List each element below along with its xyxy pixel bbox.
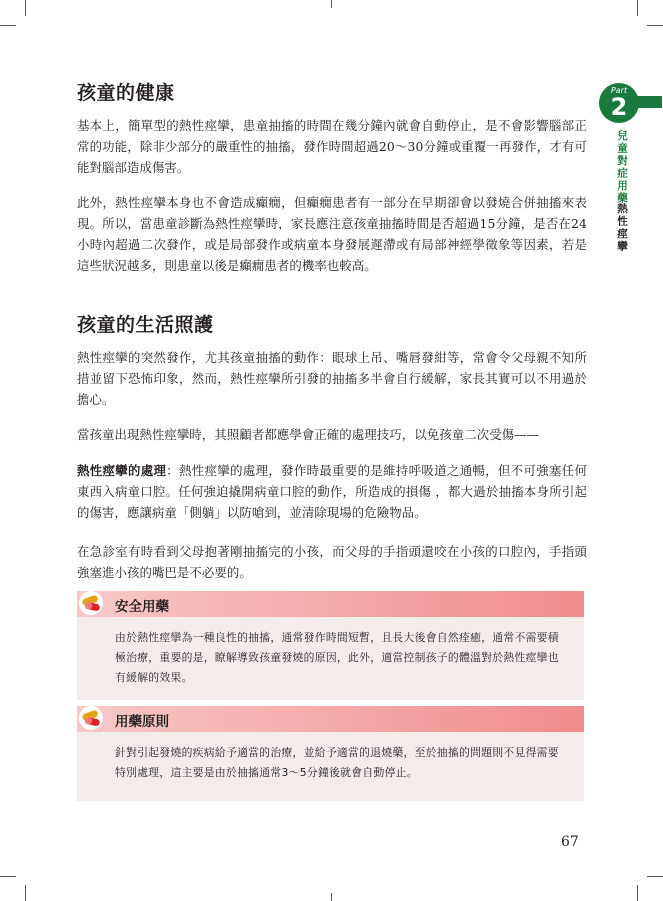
pill-icon [78,589,104,617]
paragraph [77,460,587,523]
info-box-body [77,729,584,801]
part-tab [599,83,663,123]
section-heading-care: 孩童的生活照護 [77,314,214,336]
crop-mark [25,0,26,16]
crop-mark [647,876,663,877]
crop-mark [0,876,16,877]
topic-vertical-label: 熱性痙攣 [616,203,628,253]
info-box-body [77,614,584,700]
pill-icon [78,704,104,732]
crop-mark [0,25,16,26]
info-box-header [77,591,584,617]
paragraph: 在急診室有時看到父母抱著剛抽搐完的小孩，而父母的手指頭還咬在小孩的口腔內，手指頭強塞進小孩的嘴巴是不必要的。 [77,544,587,580]
crop-mark [637,0,638,16]
paragraph-text: ：熱性痙攣的處理，發作時最重要的是維持呼吸道之通暢，但不可強塞任何東西入病童口腔。任何強迫撬開病童口腔的動作，所造成的損傷 ，都大過於抽搐本身所引起的傷害，應讓病童「側躺」以防嗆到，並清除現場的危險物品。 [77,463,587,520]
info-box-header [77,706,584,732]
section-heading-health: 孩童的健康 [77,82,175,104]
info-box-text: 針對引起發燒的疾病給予適當的治療，並給予適當的退燒藥，至於抽搐的問題則不見得需要特別處理，這主要是由於抽搐通常3～5分鐘後就會自動停止。 [115,746,559,779]
chapter-vertical-label: 兒童對症用藥 [616,130,628,205]
paragraph: 當孩童出現熱性痙攣時，其照顧者都應學會正確的處理技巧，以免孩童二次受傷—— [77,427,540,442]
part-circle [599,83,639,123]
part-label: Part [610,86,628,95]
bold-lead: 熱性痙攣的處理 [77,463,167,478]
paragraph: 熱性痙攣的突然發作，尤其孩童抽搐的動作：眼球上吊、嘴唇發紺等，常會令父母親不知所措並留下恐怖印象，然而，熱性痙攣所引發的抽搐多半會自行緩解，家長其實可以不用過於擔心。 [77,350,587,407]
crop-mark [25,885,26,901]
crop-mark [331,893,332,901]
info-box-text: 由於熱性痙攣為一種良性的抽搐，通常發作時間短暫，且長大後會自然痊癒，通常不需要積極治療，重要的是，瞭解導致孩童發燒的原因，此外，適當控制孩子的體溫對於熱性痙攣也有緩解的效果。 [115,631,559,684]
info-box-title: 安全用藥 [115,599,169,615]
page-number: 67 [561,834,579,850]
crop-mark [637,885,638,901]
paragraph: 此外，熱性痙攣本身也不會造成癲癇，但癲癇患者有一部分在早期卻會以發燒合併抽搐來表現。所以，當患童診斷為熱性痙攣時，家長應注意孩童抽搐時間是否超過15分鐘，是否在24小時內超過二次發作，或是局部發作或病童本身發展遲滯或有局部神經學徵象等因素，若是這些狀況越多，則患童以後是癲癇患者的機率也較高。 [77,195,587,273]
part-number: 2 [610,93,628,121]
crop-mark [647,25,663,26]
crop-mark [331,0,332,8]
info-box-title: 用藥原則 [115,714,169,730]
paragraph: 基本上，簡單型的熱性痙攣，患童抽搐的時間在幾分鐘內就會自動停止，是不會影響腦部正常的功能，除非少部分的嚴重性的抽搐，發作時間超過20～30分鐘或重覆一再發作，才有可能對腦部造成傷害。 [77,118,587,175]
